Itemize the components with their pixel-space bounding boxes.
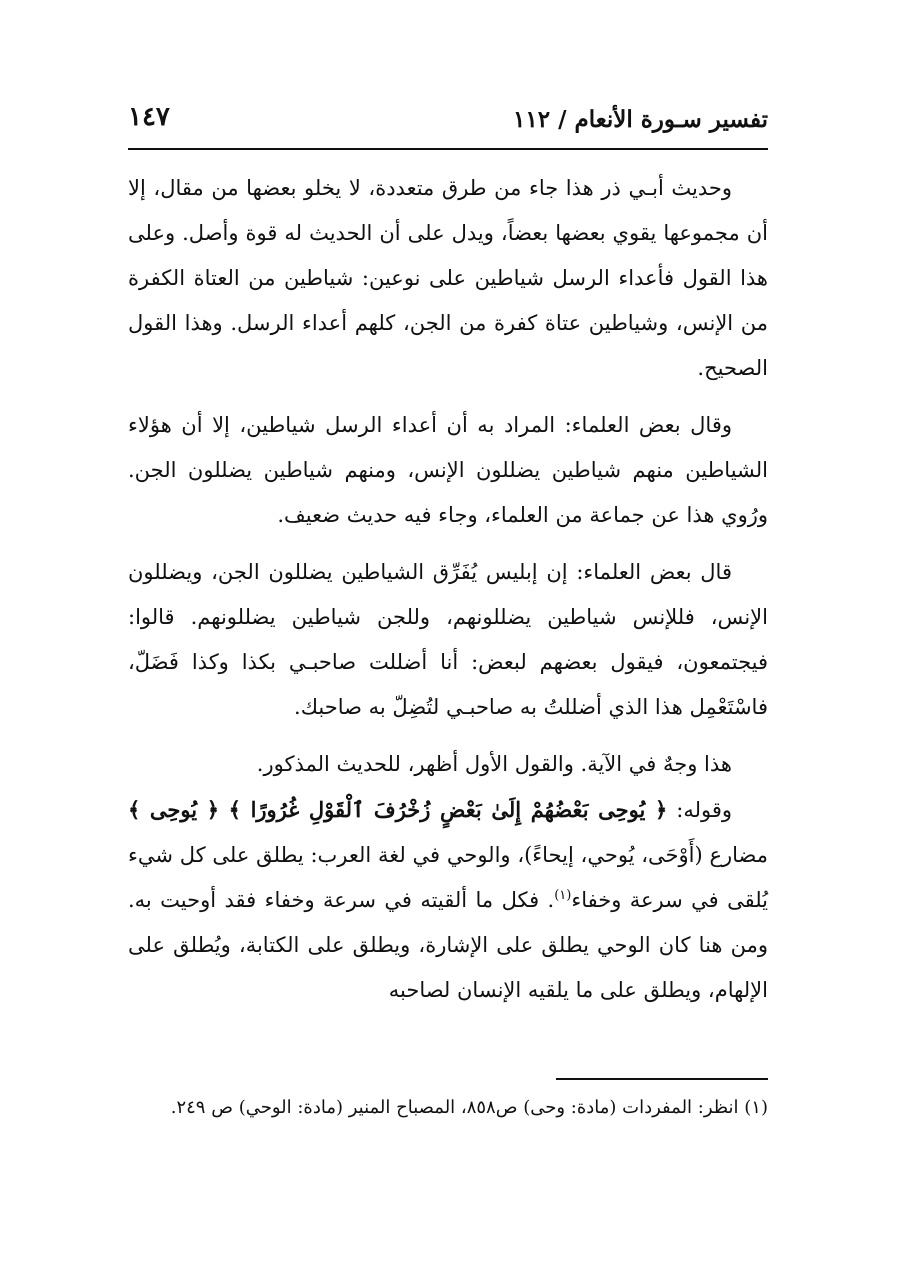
paragraph-2: وقال بعض العلماء: المراد به أن أعداء الرسل شياطين، إلا أن هؤلاء الشياطين منهم شياطين يضللون الإنس، ومنهم شياطين يضللون الجن. ورُوي هذا عن جماعة من العلماء، وجاء فيه حديث ضعيف. xyxy=(128,413,768,527)
footnote-divider xyxy=(556,1078,768,1080)
paragraph-4: هذا وجهٌ في الآية. والقول الأول أظهر، للحديث المذكور. xyxy=(256,752,732,776)
paragraph-5-text-cont: . فكل ما ألقيته في سرعة وخفاء فقد أوحيت به. ومن هنا كان الوحي يطلق على الإشارة، ويطلق على الكتابة، ويُطلق على الإلهام، ويطلق على ما يلقيه الإنسان لصاحبه xyxy=(128,888,768,1002)
footnotes xyxy=(128,1088,768,1128)
header-divider xyxy=(128,148,768,150)
page-header xyxy=(128,100,768,144)
paragraph-5-text: مضارع (أَوْحَى، يُوحي، إيحاءً)، والوحي في لغة العرب: يطلق على كل شيء يُلقى في سرعة وخفاء xyxy=(128,843,769,912)
footnote-marker: (١) xyxy=(554,888,572,903)
verse-intro: وقوله: xyxy=(667,798,733,822)
page-number: ١٤٧ xyxy=(128,102,170,132)
paragraph-1: وحديث أبـي ذر هذا جاء من طرق متعددة، لا يخلو بعضها من مقال، إلا أن مجموعها يقوي بعضها بعضاً، ويدل على أن الحديث له قوة وأصل. وعلى هذا القول فأعداء الرسل شياطين على نوعين: شياطين من العتاة الكفرة من الإنس، وشياطين عتاة كفرة من الجن، كلهم أعداء الرسل. وهذا القول الصحيح. xyxy=(128,176,768,380)
paragraph-5 xyxy=(128,787,768,1013)
quran-verse: ﴿ يُوحِى بَعْضُهُمْ إِلَىٰ بَعْضٍ زُخْرُفَ ٱلْقَوْلِ غُرُورًا ﴾ ﴿ يُوحِى ﴾ xyxy=(128,797,668,822)
running-title: تفسير سـورة الأنعام / ١١٢ xyxy=(513,106,768,133)
main-text xyxy=(128,166,768,1013)
footnote-1: (١) انظر: المفردات (مادة: وحى) ص٨٥٨، المصباح المنير (مادة: الوحي) ص ٢٤٩. xyxy=(170,1097,768,1118)
paragraph-3: قال بعض العلماء: إن إبليس يُفَرِّق الشياطين يضللون الجن، ويضللون الإنس، فللإنس شياطين يضللونهم، وللجن شياطين يضللونهم. قالوا: فيجتمعون، فيقول بعضهم لبعض: أنا أضللت صاحبـي بكذا وكذا فَضَلّ، فاسْتَعْمِل هذا الذي أضللتُ به صاحبـي لتُضِلّ به صاحبك. xyxy=(128,560,768,719)
